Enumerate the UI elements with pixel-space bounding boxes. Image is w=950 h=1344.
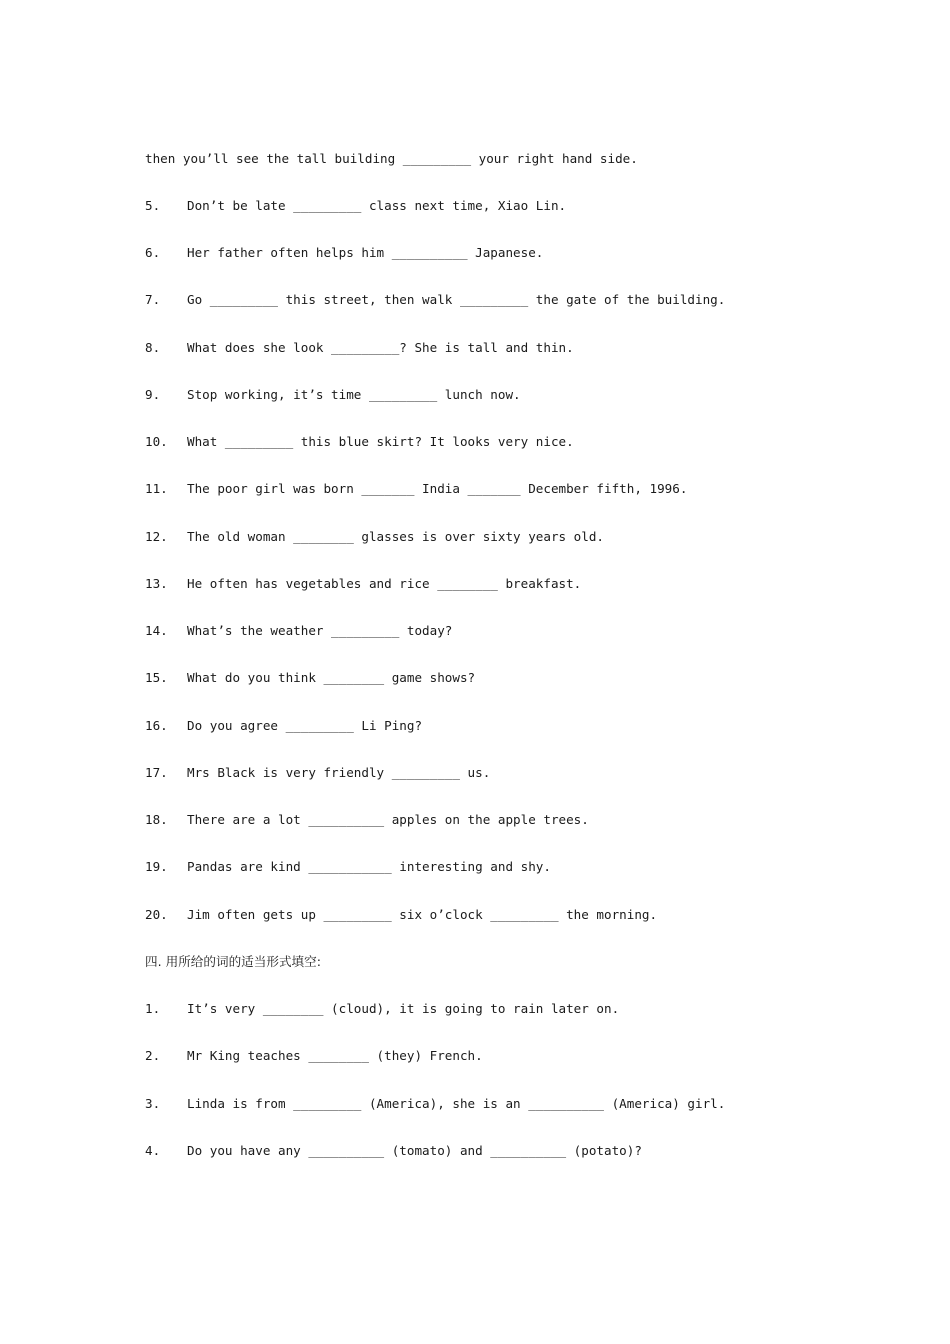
question-text: What’s the weather _________ today?: [187, 623, 453, 638]
question-8: [145, 340, 574, 356]
question-14: [145, 623, 452, 639]
question-number: 7.: [145, 292, 161, 307]
question-number: 14.: [145, 623, 168, 638]
question-text: There are a lot __________ apples on the apple trees.: [187, 812, 589, 827]
question-number: 15.: [145, 670, 168, 685]
question-number: 12.: [145, 529, 168, 544]
question-19: [145, 859, 551, 875]
question-number: 18.: [145, 812, 168, 827]
question-number: 6.: [145, 245, 161, 260]
question-text: What does she look _________? She is tall and thin.: [187, 340, 574, 355]
question-number: 9.: [145, 387, 161, 402]
question-text: The poor girl was born _______ India _______ December fifth, 1996.: [187, 481, 688, 496]
question-number: 11.: [145, 481, 168, 496]
question-text: Linda is from _________ (America), she is an __________ (America) girl.: [187, 1096, 726, 1111]
question-number: 3.: [145, 1096, 161, 1111]
question-number: 16.: [145, 718, 168, 733]
question-11: [145, 481, 687, 497]
fill-question-2: [145, 1048, 483, 1064]
question-text: He often has vegetables and rice ________ breakfast.: [187, 576, 582, 591]
continuation-line: then you’ll see the tall building _________ your right hand side.: [145, 151, 638, 166]
question-text: What _________ this blue skirt? It looks very nice.: [187, 434, 574, 449]
question-number: 10.: [145, 434, 168, 449]
question-text: Mrs Black is very friendly _________ us.: [187, 765, 491, 780]
question-16: [145, 718, 422, 734]
question-6: [145, 245, 543, 261]
question-number: 4.: [145, 1143, 161, 1158]
question-text: Do you have any __________ (tomato) and __________ (potato)?: [187, 1143, 642, 1158]
question-text: Stop working, it’s time _________ lunch now.: [187, 387, 521, 402]
question-number: 2.: [145, 1048, 161, 1063]
fill-question-1: [145, 1001, 619, 1017]
question-number: 20.: [145, 907, 168, 922]
question-5: [145, 198, 566, 214]
question-text: Don’t be late _________ class next time, Xiao Lin.: [187, 198, 567, 213]
question-10: [145, 434, 574, 450]
question-20: [145, 907, 657, 923]
question-15: [145, 670, 475, 686]
question-text: The old woman ________ glasses is over sixty years old.: [187, 529, 605, 544]
question-text: What do you think ________ game shows?: [187, 670, 476, 685]
fill-question-3: [145, 1096, 725, 1112]
question-18: [145, 812, 589, 828]
fill-question-4: [145, 1143, 642, 1159]
question-text: Her father often helps him __________ Japanese.: [187, 245, 544, 260]
question-number: 8.: [145, 340, 161, 355]
section-4-heading: 四. 用所给的词的适当形式填空:: [145, 954, 321, 969]
question-text: Go _________ this street, then walk _________ the gate of the building.: [187, 292, 726, 307]
question-13: [145, 576, 581, 592]
question-number: 5.: [145, 198, 161, 213]
question-12: [145, 529, 604, 545]
question-text: It’s very ________ (cloud), it is going to rain later on.: [187, 1001, 620, 1016]
question-text: Pandas are kind ___________ interesting and shy.: [187, 859, 551, 874]
question-text: Jim often gets up _________ six o’clock _________ the morning.: [187, 907, 658, 922]
question-text: Do you agree _________ Li Ping?: [187, 718, 423, 733]
question-number: 1.: [145, 1001, 161, 1016]
question-number: 17.: [145, 765, 168, 780]
question-7: [145, 292, 725, 308]
question-number: 13.: [145, 576, 168, 591]
question-9: [145, 387, 521, 403]
question-text: Mr King teaches ________ (they) French.: [187, 1048, 483, 1063]
question-17: [145, 765, 490, 781]
question-number: 19.: [145, 859, 168, 874]
